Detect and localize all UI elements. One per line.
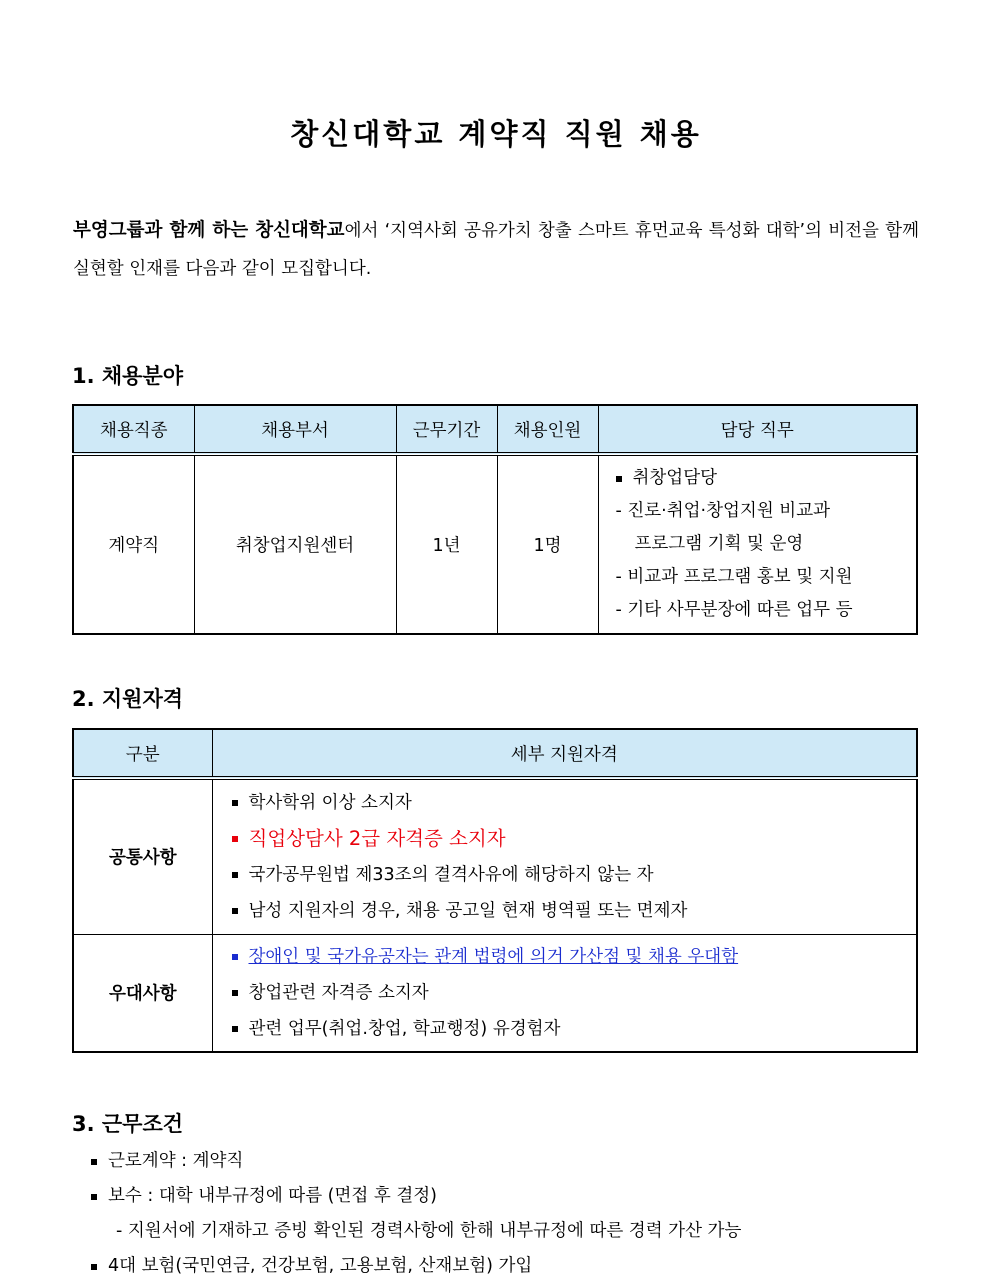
list-item: - 기타 사무분장에 따른 업무 등 <box>615 600 853 620</box>
work-conditions-list <box>88 1144 918 1284</box>
intro-bold: 부영그룹과 함께 하는 창신대학교 <box>73 220 345 241</box>
table-row <box>73 778 917 934</box>
common-qualification-list <box>229 785 917 929</box>
list-item: 취창업담당 <box>613 462 917 495</box>
page-title: 창신대학교 계약직 직원 채용 <box>290 117 702 151</box>
cell-common-label: 공통사항 <box>73 778 212 934</box>
qualifications-table <box>72 728 918 1053</box>
cell-period: 1년 <box>396 454 497 634</box>
list-item-link[interactable] <box>229 939 917 975</box>
header-duties: 담당 직무 <box>598 405 917 454</box>
list-item: 근로계약 : 계약직 <box>88 1144 918 1179</box>
list-item: 관련 업무(취업.창업, 학교행정) 유경험자 <box>229 1011 917 1047</box>
header-job-type: 채용직종 <box>73 405 194 454</box>
header-category: 구분 <box>73 729 212 778</box>
list-item: 4대 보험(국민연금, 건강보험, 고용보험, 산재보험) 가입 <box>88 1249 918 1284</box>
header-department: 채용부서 <box>194 405 396 454</box>
header-detail: 세부 지원자격 <box>212 729 917 778</box>
list-item: 국가공무원법 제33조의 결격사유에 해당하지 않는 자 <box>229 857 917 893</box>
section-heading-recruit-field: 1. 채용분야 <box>72 364 184 388</box>
section-heading-work-conditions: 3. 근무조건 <box>72 1112 184 1136</box>
section-heading-qualifications: 2. 지원자격 <box>72 687 184 711</box>
table-row <box>73 934 917 1052</box>
list-item: - 진로·취업·창업지원 비교과 <box>615 501 831 521</box>
cell-department: 취창업지원센터 <box>194 454 396 634</box>
table-header-row <box>73 729 917 778</box>
list-item: 남성 지원자의 경우, 채용 공고일 현재 병역필 또는 면제자 <box>229 893 917 929</box>
preferred-qualification-list <box>229 939 917 1047</box>
list-item: - 비교과 프로그램 홍보 및 지원 <box>615 567 853 587</box>
header-headcount: 채용인원 <box>497 405 598 454</box>
preferred-link-text[interactable]: 장애인 및 국가유공자는 관계 법령에 의거 가산점 및 채용 우대함 <box>248 946 739 967</box>
cell-preferred-label: 우대사항 <box>73 934 212 1052</box>
cell-duties <box>598 454 917 634</box>
list-item: 보수 : 대학 내부규정에 따름 (면접 후 결정) <box>88 1179 918 1214</box>
cell-headcount: 1명 <box>497 454 598 634</box>
list-item: - 지원서에 기재하고 증빙 확인된 경력사항에 한해 내부규정에 따른 경력 가산 가능 <box>116 1221 742 1241</box>
list-item: 창업관련 자격증 소지자 <box>229 975 917 1011</box>
cell-common-items <box>212 778 917 934</box>
table-header-row <box>73 405 917 454</box>
list-item-highlight: 직업상담사 2급 자격증 소지자 <box>229 821 917 857</box>
list-item: 학사학위 이상 소지자 <box>229 785 917 821</box>
table-row <box>73 454 917 634</box>
cell-job-type: 계약직 <box>73 454 194 634</box>
duty-list <box>613 462 917 627</box>
cell-preferred-items <box>212 934 917 1052</box>
intro-paragraph <box>73 212 919 288</box>
recruit-field-table <box>72 404 918 635</box>
header-period: 근무기간 <box>396 405 497 454</box>
list-item: 프로그램 기획 및 운영 <box>634 534 804 554</box>
intro-text: 에서 ‘지역사회 공유가치 창출 스마트 휴먼교육 특성화 대학’의 비전을 함께 실현할 인재를 다음과 같이 모집합니다. <box>73 221 919 279</box>
